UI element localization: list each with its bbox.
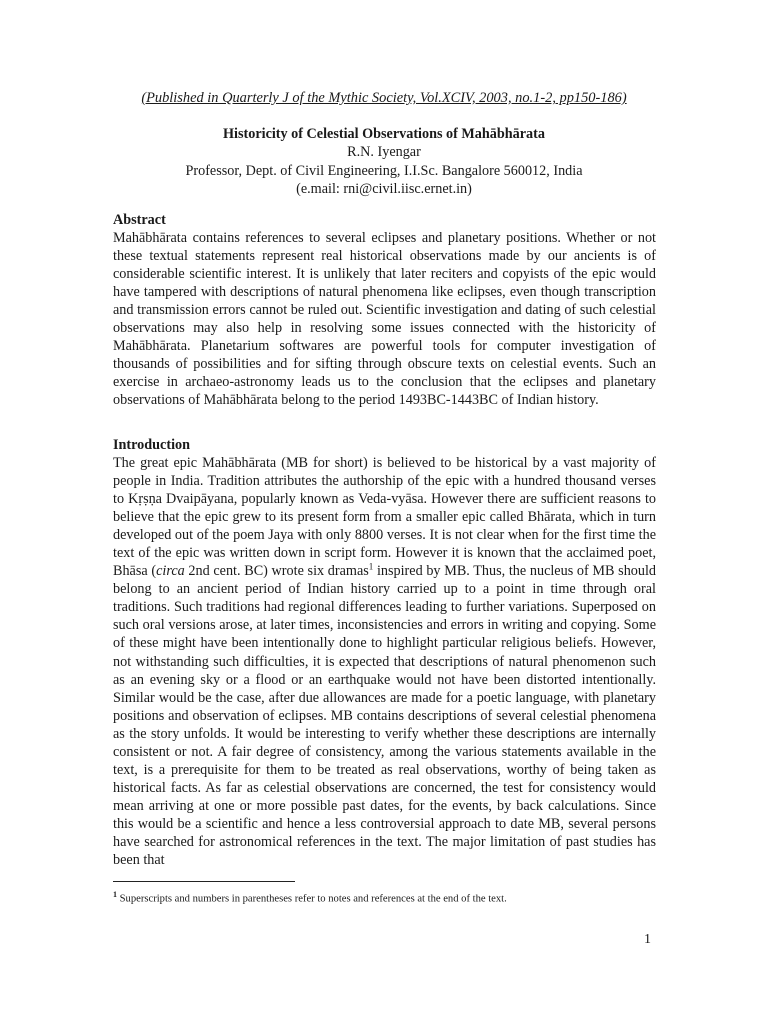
author-affiliation: Professor, Dept. of Civil Engineering, I.I.Sc. Bangalore 560012, India [185,162,583,179]
intro-text-part3: inspired by MB. Thus, the nucleus of MB should belong to an ancient period of Indian history carried up to a point in time through oral traditions. Such traditions had regional differences leading to further variations. Superposed on such oral versions arose, at later times, inconsistencies and errors in writing and copying. Some of these might have been intentionally done to highlight particular religious beliefs. However, not withstanding such difficulties, it is expected that descriptions of natural phenomenon such as an evening sky or a flood or an earthquake would not have been distorted intentionally. Similar would be the case, after due allowances are made for a poetic language, with planetary positions and observation of eclipses. MB contains descriptions of several celestial phenomena as the story unfolds. It would be interesting to verify whether these descriptions are internally consistent or not. A fair degree of consistency, among the various statements available in the text, is a prerequisite for them to be treated as real observations, worthy of being taken as historical facts. As far as celestial observations are concerned, the test for consistency would mean arriving at one or more possible past dates, for the events, by back calculations. Since this would be a scientific and hence a less controversial approach to date MB, several persons have searched for astronomical references in the text. The major limitation of past studies has been that [113,563,657,869]
intro-text-part1: The great epic Mahābhārata (MB for short) is believed to be historical by a vast majority of people in India. Tradition attributes the authorship of the epic with a hundred thousand verses to Kṛṣṇa Dvaipāyana, popularly known as Veda-vyāsa. However there are sufficient reasons to believe that the epic grew to its present form from a smaller epic called Bhārata, which in turn developed out of the poem Jaya with only 8800 verses. It is not clear when for the first time the text of the epic was written down in script form. However it is known that the acclaimed poet, Bhāsa ( [113,455,656,580]
title-block [0,125,768,199]
intro-circa: circa [156,563,185,580]
introduction-section [113,436,656,869]
footnote-divider [113,881,295,882]
abstract-section [113,211,656,409]
footnote-marker: 1 [113,890,117,899]
publication-note: (Published in Quarterly J of the Mythic Society, Vol.XCIV, 2003, no.1-2, pp150-186) [141,90,627,106]
footnote-reference: 1 [368,561,374,572]
introduction-text [113,454,656,869]
footnote-text: Superscripts and numbers in parentheses refer to notes and references at the end of the text. [117,893,507,905]
introduction-heading: Introduction [113,437,190,453]
abstract-text: Mahābhārata contains references to several eclipses and planetary positions. Whether or not these textual statements represent real historical observations made by our ancients is of considerable scientific interest. It is unlikely that later reciters and copyists of the epic would have tampered with descriptions of natural phenomena like eclipses, even though transcription and transmission errors cannot be ruled out. Scientific investigation and dating of such celestial observations may also help in resolving some issues connected with the historicity of Mahābhārata. Planetarium softwares are powerful tools for computer investigation of thousands of possibilities and for sifting through obscure texts on celestial events. Such an exercise in archaeo-astronomy leads us to the conclusion that the eclipses and planetary observations of Mahābhārata belong to the period 1493BC-1443BC of Indian history. [113,230,656,409]
author-name: R.N. Iyengar [347,144,421,161]
abstract-heading: Abstract [113,212,166,228]
intro-text-part2: 2nd cent. BC) wrote six dramas [184,563,369,580]
paper-title: Historicity of Celestial Observations of Mahābhārata [223,126,545,142]
page-number: 1 [644,932,651,947]
author-email: (e.mail: rni@civil.iisc.ernet.in) [296,181,472,198]
footnote [113,888,673,907]
